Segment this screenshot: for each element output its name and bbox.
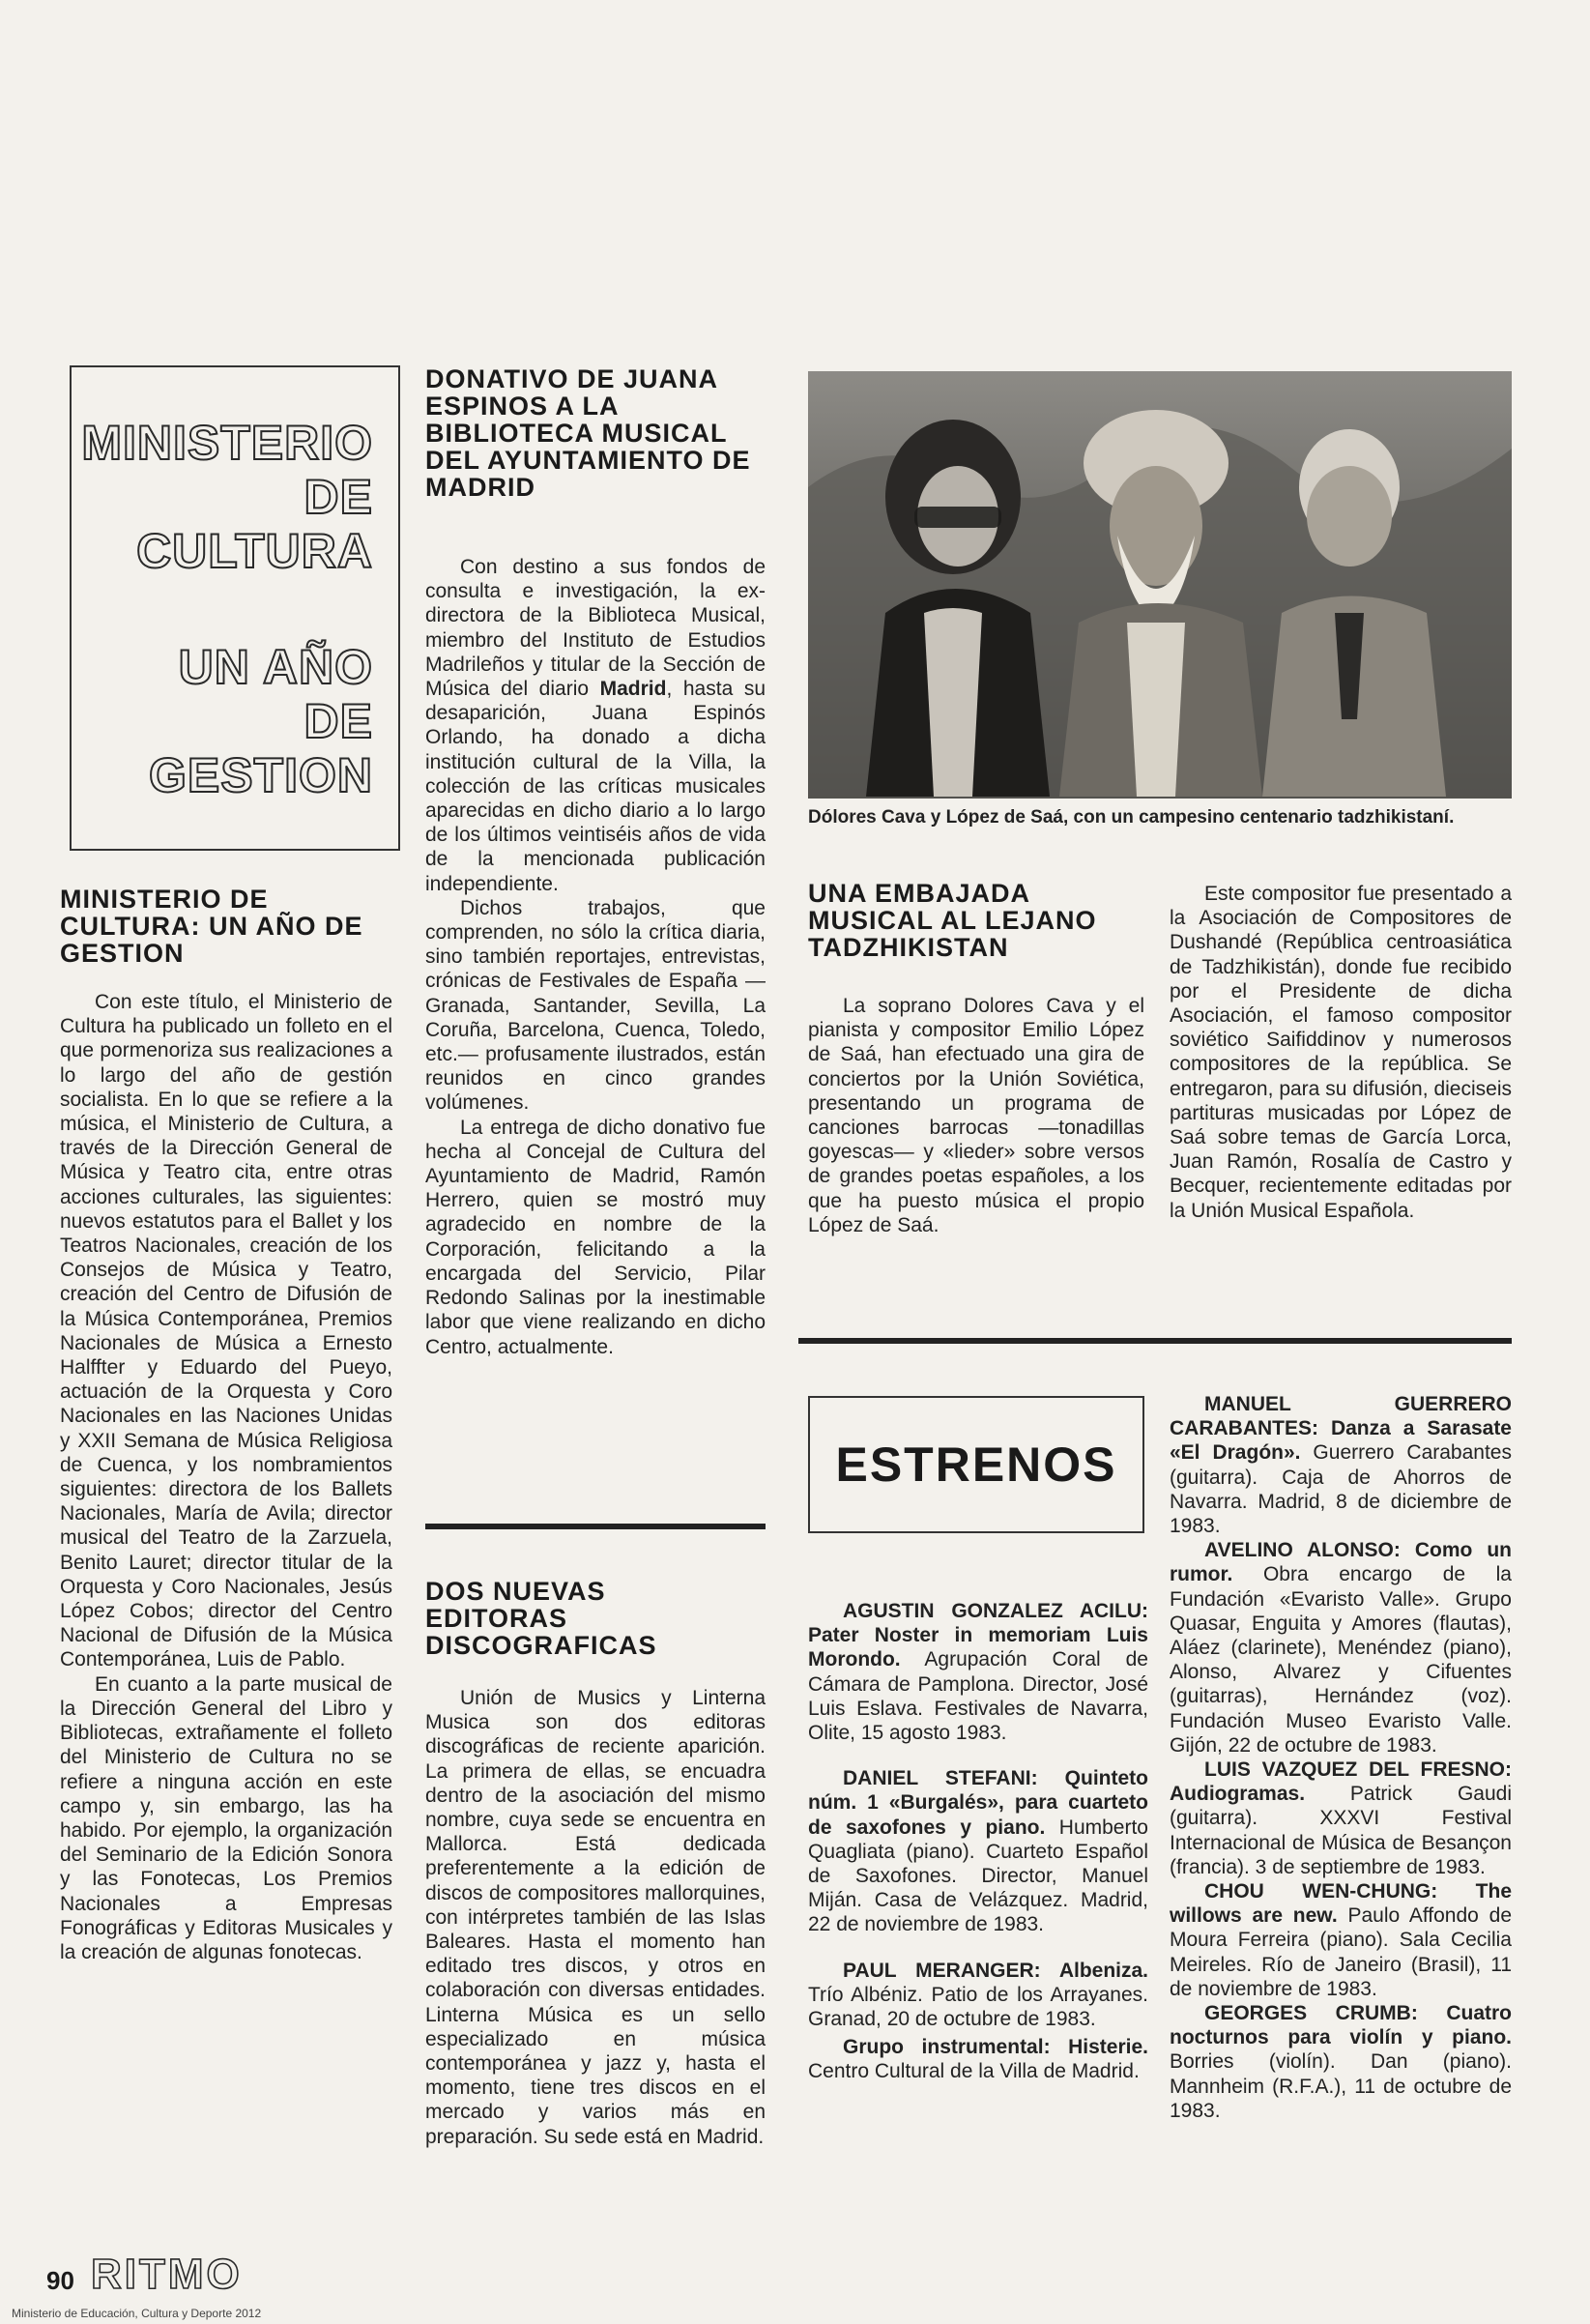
estrenos-title-box bbox=[808, 1396, 1144, 1533]
estreno-entry: AGUSTIN GONZALEZ ACILU: Pater Noster in memoriam Luis Morondo. Agrupación Coral de Cámara de Pamplona. Director, José Luis Eslava. Festivales de Navarra, Olite, 15 agosto 1983. bbox=[808, 1600, 1148, 1745]
page-number: 90 bbox=[46, 2266, 74, 2295]
article-editoras-body bbox=[425, 1686, 766, 2149]
estreno-entry: Grupo instrumental: Histerie. Centro Cultural de la Villa de Madrid. bbox=[808, 2036, 1148, 2083]
article-editoras-title: DOS NUEVAS EDITORAS DISCOGRAFICAS bbox=[425, 1577, 657, 1660]
estreno-entry: PAUL MERANGER: Albeniza. Trío Albéniz. Patio de los Arrayanes. Granad, 20 de octubre de 1983. bbox=[808, 1959, 1148, 2031]
article-embajada-body-1 bbox=[808, 994, 1144, 1237]
box-line: MINISTERIO bbox=[81, 416, 373, 470]
box-line: DE bbox=[304, 470, 373, 524]
estreno-entry: GEORGES CRUMB: Cuatro nocturnos para violín y piano. Borries (violín). Dan (piano). Mannheim (R.F.A.), 11 de octubre de 1983. bbox=[1170, 2002, 1512, 2122]
paragraph: En cuanto a la parte musical de la Dirección General del Libro y Bibliotecas, extrañamente el folleto del Ministerio de Cultura no se refiere a ninguna acción en este campo y, sin embargo, las ha habido. Por ejemplo, la organización del Seminario de la Edición Sonora y las Fonotecas, Los Premios Nacionales a Empresas Fonográficas y Editoras Musicales y la creación de algunas fonotecas. bbox=[60, 1672, 392, 1963]
paragraph: Dichos trabajos, que comprenden, no sólo la crítica diaria, sino también reportajes, entrevistas, crónicas de Festivales de España —Granada, Santander, Sevilla, La Coruña, Barcelona, Cuenca, Toledo, etc.— profusamente ilustrados, están reunidos en cinco grandes volúmenes. bbox=[425, 896, 766, 1115]
estreno-entry: MANUEL GUERRERO CARABANTES: Danza a Sarasate «El Dragón». Guerrero Carabantes (guitarra). Caja de Ahorros de Navarra. Madrid, 8 de diciembre de 1983. bbox=[1170, 1393, 1512, 1538]
photo-illustration bbox=[808, 371, 1512, 799]
article-donativo-title: DONATIVO DE JUANA ESPINOS A LA BIBLIOTECA MUSICAL DEL AYUNTAMIENTO DE MADRID bbox=[425, 364, 751, 502]
article-ministerio-body bbox=[60, 990, 392, 1964]
article-embajada-title: UNA EMBAJADA MUSICAL AL LEJANO TADZHIKISTAN bbox=[808, 879, 1097, 962]
estrenos-list-right bbox=[1170, 1392, 1512, 2123]
box-line: CULTURA bbox=[136, 524, 373, 578]
section-divider bbox=[425, 1524, 766, 1529]
paragraph: La entrega de dicho donativo fue hecha al Concejal de Cultura del Ayuntamiento de Madrid, Ramón Herrero, quien se mostró muy agradecido en nombre de la Corporación, felicitando a la encargada del Servicio, Pilar Redondo Salinas por la inestimable labor que viene realizando en dicho Centro, actualmente. bbox=[425, 1116, 766, 1358]
paragraph: Este compositor fue presentado a la Asociación de Compositores de Dushandé (República centroasiática de Tadzhikistán), donde fue recibido por el Presidente de dicha Asociación, el famoso compositor soviético Saifiddinov y numerosos compositores de la república. Se entregaron, para su difusión, dieciseis partituras musicadas por López de Saá sobre temas de García Lorca, Juan Ramón, Rosalía de Castro y Becquer, recientemente editadas por la Unión Musical Española. bbox=[1170, 883, 1512, 1222]
footer-credit: Ministerio de Educación, Cultura y Deporte 2012 bbox=[12, 2307, 262, 2320]
section-divider bbox=[798, 1338, 1512, 1344]
photo bbox=[808, 371, 1512, 799]
estrenos-title: ESTRENOS bbox=[835, 1438, 1117, 1492]
box-line: GESTION bbox=[148, 748, 373, 802]
estrenos-list-left bbox=[808, 1599, 1148, 2106]
paragraph: Unión de Musics y Linterna Musica son dos editoras discográficas de reciente aparición. La primera de ellas, se encuadra dentro de la asociación del mismo nombre, cuya sede se encuentra en Mallorca. Está dedicada preferentemente a la edición de discos de compositores mallorquines, con intérpretes también de las Islas Baleares. Hasta el momento han editado tres discos, y otros en colaboración con diversas entidades. Linterna Música es un sello especializado en música contemporánea y jazz y, hasta el momento, tiene tres discos en el mercado y varios más en preparación. Su sede está en Madrid. bbox=[425, 1687, 766, 2148]
paragraph: Con destino a sus fondos de consulta e investigación, la ex-directora de la Biblioteca Musical, miembro del Instituto de Estudios Madrileños y titular de la Sección de Música del diario Madrid, hasta su desaparición, Juana Espinós Orlando, ha donado a dicha institución cultural de la Villa, la colección de las críticas musicales aparecidas en dicho diario a lo largo de los últimos veintiséis años de vida de la mencionada publicación independiente. bbox=[425, 556, 766, 895]
paragraph: La soprano Dolores Cava y el pianista y compositor Emilio López de Saá, han efectuado una gira de conciertos por la Unión Soviética, presentando un programa de canciones barrocas —tonadillas goyescas— y «lieder» sobre versos de grandes poetas españoles, a los que ha puesto música el propio López de Saá. bbox=[808, 995, 1144, 1236]
estreno-entry: LUIS VAZQUEZ DEL FRESNO: Audiogramas. Patrick Gaudi (guitarra). XXXVI Festival Internacional de Música de Besançon (francia). 3 de septiembre de 1983. bbox=[1170, 1758, 1512, 1878]
box-line: UN AÑO bbox=[178, 640, 373, 694]
estreno-entry: AVELINO ALONSO: Como un rumor. Obra encargo de la Fundación «Evaristo Valle». Grupo Quasar, Enguita y Amores (flautas), Aláez (clarinete), Menéndez (piano), Alonso, Alvarez y Cifuentes (guitarras), Hernández (voz). Fundación Museo Evaristo Valle. Gijón, 22 de octubre de 1983. bbox=[1170, 1539, 1512, 1757]
paragraph: Con este título, el Ministerio de Cultura ha publicado un folleto en el que pormenoriza sus realizaciones a lo largo del año de gestión socialista. En lo que se refiere a la música, el Ministerio de Cultura, a través de la Dirección General de Música y Teatro cita, entre otras acciones culturales, las siguientes: nuevos estatutos para el Ballet y los Teatros Nacionales, creación de los Consejos de Música y Teatro, creación del Centro de Difusión de la Música Contemporánea, Premios Nacionales de Música a Ernesto Halffter y Eduardo del Pueyo, actuación de la Orquesta y Coro Nacionales en las Naciones Unidas y XXII Semana de Música Religiosa de Cuenca, y los nombramientos siguientes: directora de los Ballets Nacionales, María de Avila; director musical del Teatro de la Zarzuela, Benito Lauret; director titular de la Orquesta y Coro Nacionales, Jesús López Cobos; director del Centro Nacional de Difusión de la Música Contemporánea, Luis de Pablo. bbox=[60, 991, 392, 1671]
estreno-entry: CHOU WEN-CHUNG: The willows are new. Paulo Affondo de Moura Ferreira (piano). Sala Cecilia Meireles. Río de Janeiro (Brasil), 11 de noviembre de 1983. bbox=[1170, 1880, 1512, 2000]
magazine-logo: RITMO bbox=[91, 2251, 243, 2298]
box-line: DE bbox=[304, 694, 373, 748]
photo-caption: Dólores Cava y López de Saá, con un campesino centenario tadzhikistaní. bbox=[808, 807, 1455, 828]
article-embajada-body-2 bbox=[1170, 882, 1512, 1223]
ministerio-title-box bbox=[70, 365, 400, 851]
article-donativo-body bbox=[425, 555, 766, 1359]
estreno-entry: DANIEL STEFANI: Quinteto núm. 1 «Burgalés», para cuarteto de saxofones y piano. Humberto Quagliata (piano). Cuarteto Español de Saxofones. Director, Manuel Miján. Casa de Velázquez. Madrid, 22 de noviembre de 1983. bbox=[808, 1767, 1148, 1936]
article-ministerio-title: MINISTERIO DE CULTURA: UN AÑO DE GESTION bbox=[60, 885, 363, 968]
